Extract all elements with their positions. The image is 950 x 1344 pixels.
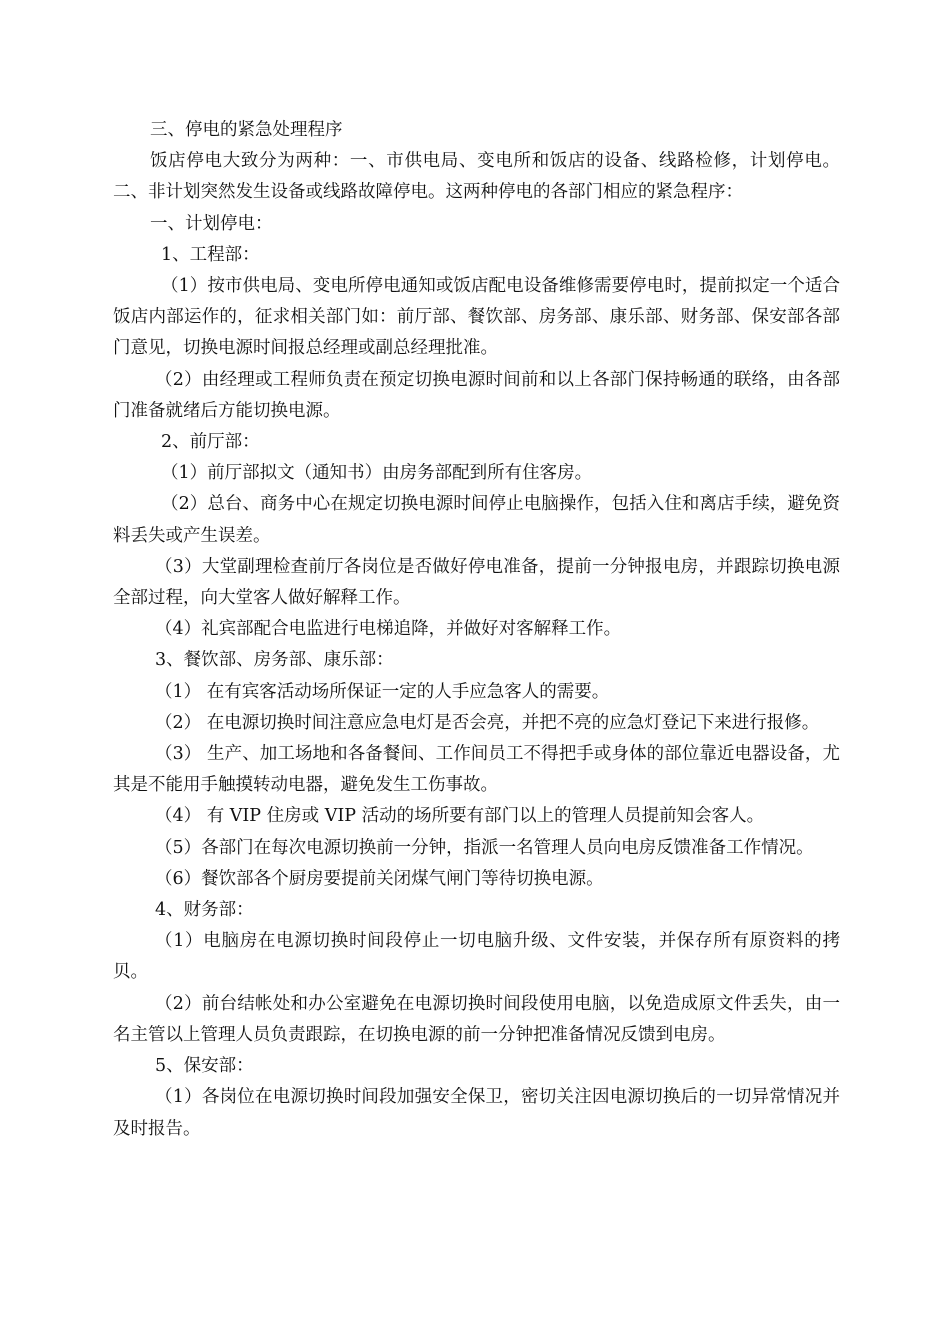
intro-paragraph: 饭店停电大致分为两种：一、市供电局、变电所和饭店的设备、线路检修，计划停电。二、非计划突然发生设备或线路故障停电。这两种停电的各部门相应的紧急程序：	[113, 151, 840, 203]
security-item-1: （1）各岗位在电源切换时间段加强安全保卫，密切关注因电源切换后的一切异常情况并及时报告。	[113, 1087, 840, 1139]
engineering-heading: 1、工程部：	[161, 244, 260, 265]
front-office-item-4: （4）礼宾部配合电监进行电梯追降，并做好对客解释工作。	[155, 619, 622, 640]
front-office-item-1: （1）前厅部拟文（通知书）由房务部配到所有住客房。	[161, 463, 593, 484]
front-office-item-3: （3）大堂副理检查前厅各岗位是否做好停电准备，提前一分钟报电房，并跟踪切换电源全部过程，向大堂客人做好解释工作。	[113, 556, 840, 609]
fnb-item-6: （6）餐饮部各个厨房要提前关闭煤气闸门等待切换电源。	[155, 868, 604, 889]
section-heading: 三、停电的紧急处理程序	[150, 120, 343, 140]
front-office-item-2: （2）总台、商务中心在规定切换电源时间停止电脑操作，包括入住和离店手续，避免资料丢失或产生误差。	[113, 494, 840, 546]
finance-item-2: （2）前台结帐处和办公室避免在电源切换时间段使用电脑，以免造成原文件丢失，由一名主管以上管理人员负责跟踪，在切换电源的前一分钟把准备情况反馈到电房。	[113, 993, 840, 1045]
document-body	[113, 115, 840, 1145]
security-heading: 5、保安部：	[155, 1056, 254, 1077]
engineering-item-1: （1）按市供电局、变电所停电通知或饭店配电设备维修需要停电时，提前拟定一个适合饭店内部运作的，征求相关部门如：前厅部、餐饮部、房务部、康乐部、财务部、保安部各部门意见，切换电源时间报总经理或副总经理批准。	[113, 276, 840, 359]
finance-item-1: （1）电脑房在电源切换时间段停止一切电脑升级、文件安装，并保存所有原资料的拷贝。	[113, 931, 840, 983]
fnb-item-5: （5）各部门在每次电源切换前一分钟，指派一名管理人员向电房反馈准备工作情况。	[155, 837, 814, 858]
front-office-heading: 2、前厅部：	[161, 432, 260, 453]
fnb-item-1: （1） 在有宾客活动场所保证一定的人手应急客人的需要。	[155, 681, 610, 702]
planned-outage-heading: 一、计划停电：	[150, 213, 273, 234]
fnb-heading: 3、餐饮部、房务部、康乐部：	[155, 650, 394, 671]
engineering-item-2: （2）由经理或工程师负责在预定切换电源时间前和以上各部门保持畅通的联络，由各部门准备就绪后方能切换电源。	[113, 369, 840, 421]
finance-heading: 4、财务部：	[155, 900, 254, 921]
fnb-item-4: （4） 有 VIP 住房或 VIP 活动的场所要有部门以上的管理人员提前知会客人。	[155, 806, 765, 827]
fnb-item-2: （2） 在电源切换时间注意应急电灯是否会亮，并把不亮的应急灯登记下来进行报修。	[155, 712, 820, 733]
fnb-item-3: （3） 生产、加工场地和各备餐间、工作间员工不得把手或身体的部位靠近电器设备，尤其是不能用手触摸转动电器，避免发生工伤事故。	[113, 744, 840, 796]
